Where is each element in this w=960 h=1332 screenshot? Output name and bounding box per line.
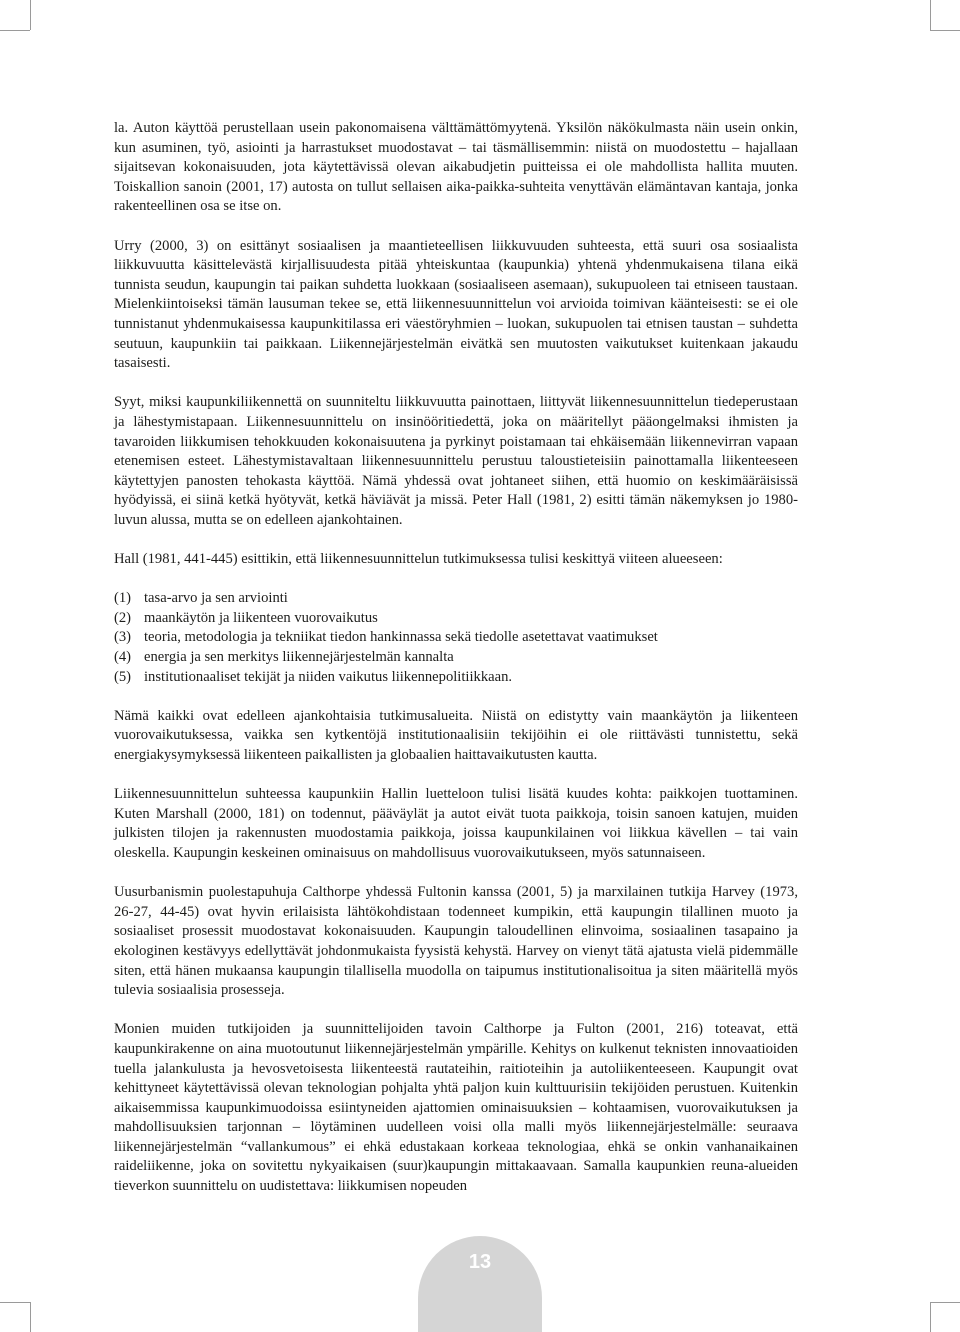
paragraph-1: la. Auton käyttöä perustellaan usein pakonomaisena välttämättömyytenä. Yksilön näkökulmasta näin usein onkin, kun asuminen, työ, asiointi ja harrastukset muodostavat – tai täsmällisemmin: niistä on muodostettu – hajallaan sijaitsevan kokonaisuuden, jota käytettävissä olevan aikabudjetin puitteissa ei ole mahdollista hallita muuten. Toiskallion sanoin (2001, 17) autosta on tullut sellaisen aika-paikka-suhteita venyttävän elämäntavan kantaja, jonka rakenteellinen osa se itse on.	[114, 120, 798, 215]
list-item-text: institutionaaliset tekijät ja niiden vaikutus liikennepolitiikkaan.	[144, 668, 513, 685]
paragraph-2: Urry (2000, 3) on esittänyt sosiaalisen ja maantieteellisen liikkuvuuden suhteesta, että suuri osa sosiaalista liikkuvuutta käsittelevästä kirjallisuudesta pitää yhteiskuntaa (kaupunkia) yhtenä yhdenmukaisena tilana eikä tunnista seudun, kaupungin tai paikan suhdetta luokkaan (sosiaaliseen asemaan), sukupuoleen tai etniseen taustaan. Mielenkiintoiseksi tämän lausuman tekee se, että liikennesuunnittelun voi arvioida toimivan käänteisesti: se ei ole tunnistanut yhdenmukaisessa kaupunkitilassa eri väestöryhmien – luokan, sukupuolen tai etnisen taustan – suhdetta seutuun, kaupunkiin tai paikkaan. Liikennejärjestelmän eivätkä sen muutosten vaikutukset kuitenkaan jakaudu tasaisesti.	[114, 237, 798, 372]
crop-mark-bottom-left-h	[0, 1302, 30, 1303]
crop-mark-bottom-left	[30, 1302, 31, 1332]
list-item-number: (4)	[114, 649, 132, 666]
crop-mark-bottom-right	[930, 1302, 931, 1332]
crop-mark-top-right	[930, 0, 931, 30]
list-item-number: (5)	[114, 668, 132, 685]
crop-mark-top-right-h	[930, 30, 960, 31]
list-item	[114, 648, 798, 668]
paragraph-6: Uusurbanismin puolestapuhuja Calthorpe yhdessä Fultonin kanssa (2001, 5) ja marxilainen tutkija Harvey (1973, 26-27, 44-45) ovat hyvin erilaisista lähtökohdistaan todenneet kumpikin, että kaupungin tilallinen muoto ja sosiaaliset prosessit muodostavat kokonaisuuden. Kaupungin taloudellinen elinvoima, sosiaalinen tasapaino ja ekologinen kestävyys edellyttävät johdonmukaista fyysistä kehystä. Harvey on vienyt tätä ajatusta vielä pidemmälle siten, että hänen mukaansa kaupungin tilallisella muodolla on taipumus institutionalisoitua ja siten määritellä myös tulevia sosiaalisia prosesseja.	[114, 884, 798, 999]
list-item-text: teoria, metodologia ja tekniikat tiedon hankinnassa sekä tiedolle asetettavat vaatimukset	[144, 629, 658, 646]
page-number: 13	[468, 1251, 492, 1273]
list-item-number: (2)	[114, 609, 132, 626]
paragraph-3: Syyt, miksi kaupunkiliikennettä on suunniteltu liikkuvuutta painottaen, liittyvät liikennesuunnittelun tiedeperustaan ja lähestymistapaan. Liikennesuunnittelu on insinööritiedettä, joka on määritellyt pääongelmaksi ihmisten ja tavaroiden liikkumisen tehokkuuden kokonaisuutena ja pyrkinyt poistamaan tai ehkäisemään liikennevirran vapaan etenemisen esteet. Lähestymistavaltaan liikennesuunnittelu perustuu taloustieteisiin painottamalla liikenteeseen käytettyjen panosten tehokasta käyttöä. Nämä yhdessä ovat johtaneet siihen, että huomio on keskimääräisissä hyödyissä, ei siinä ketkä hyötyvät, ketkä häviävät ja missä. Peter Hall (1981, 2) esitti tämän näkemyksen jo 1980-luvun alussa, mutta se on edelleen ajankohtainen.	[114, 394, 798, 528]
research-areas-list	[114, 589, 798, 687]
list-intro: Hall (1981, 441-445) esittikin, että liikennesuunnittelun tutkimuksessa tulisi keskittyä viiteen alueeseen:	[114, 551, 723, 568]
list-item-number: (1)	[114, 590, 132, 607]
list-item-number: (3)	[114, 629, 132, 646]
list-item	[114, 628, 798, 648]
paragraph-5: Liikennesuunnittelun suhteessa kaupunkiin Hallin luetteloon tulisi lisätä kuudes kohta: paikkojen tuottaminen. Kuten Marshall (2000, 181) on todennut, pääväylät ja autot eivät tuota paikkoja, toisin sanoen katujen, muiden julkisten tilojen ja rakennusten muodostamia paikkoja, joissa kaupunkilainen voi liikkua kävellen – tai vain oleskella. Kaupungin keskeinen ominaisuus on mahdollisuus vuorovaikutukseen, myös satunnaiseen.	[114, 786, 798, 861]
list-item-text: energia ja sen merkitys liikennejärjestelmän kannalta	[144, 649, 454, 666]
crop-mark-bottom-right-h	[930, 1302, 960, 1303]
list-item-text: maankäytön ja liikenteen vuorovaikutus	[144, 609, 378, 626]
paragraph-7: Monien muiden tutkijoiden ja suunnittelijoiden tavoin Calthorpe ja Fulton (2001, 216) toteavat, että kaupunkirakenne on aina muotoutunut liikennejärjestelmän ympärille. Kehitys on kulkenut teknisten innovaatioiden tuella jalankulusta ja hevosvetoisesta liikenteestä rautateihin, raitioteihin ja autoliikenteeseen. Kaupungit ovat kehittyneet käytettävissä olevan teknologian pohjalta yhtä paljon kuin kulttuurisiin tekijöiden perustuen. Kuitenkin aikaisemmissa kaupunkimuodoissa esiintyneiden ajattomien ominaisuuksien – kohtaamisen, vuorovaikutuksen ja mahdollisuuksien tarjonnan – löytäminen uudelleen voisi olla malli myös liikennejärjestelmälle: seuraava liikennejärjestelmän “vallankumous” ei ehkä edustakaan korkeaa teknologiaa, ehkä se onkin vanhanaikainen raideliikenne, joka on sovitettu nykyaikaisen (suur)kaupungin mittakaavaan. Samalla kaupunkien reuna-alueiden tieverkon suunnittelu on uudistettava: liikkumisen nopeuden	[114, 1021, 798, 1195]
list-item	[114, 609, 798, 629]
crop-mark-top-left-h	[0, 30, 30, 31]
page-number-badge	[418, 1236, 542, 1332]
list-item	[114, 589, 798, 609]
paragraph-4: Nämä kaikki ovat edelleen ajankohtaisia tutkimusalueita. Niistä on edistytty vain maankäytön ja liikenteen vuorovaikutuksessa, vaikka sen kytkentöjä institutionaalisiin tekijöihin ei ole riittävästi tunnistettu, sekä energiakysymyksessä liikenteen paikallisten ja globaalien haittavaikutusten kautta.	[114, 707, 798, 763]
crop-mark-top-left	[30, 0, 31, 30]
list-item-text: tasa-arvo ja sen arviointi	[144, 590, 288, 607]
list-item	[114, 668, 798, 688]
body-text	[114, 119, 798, 1197]
